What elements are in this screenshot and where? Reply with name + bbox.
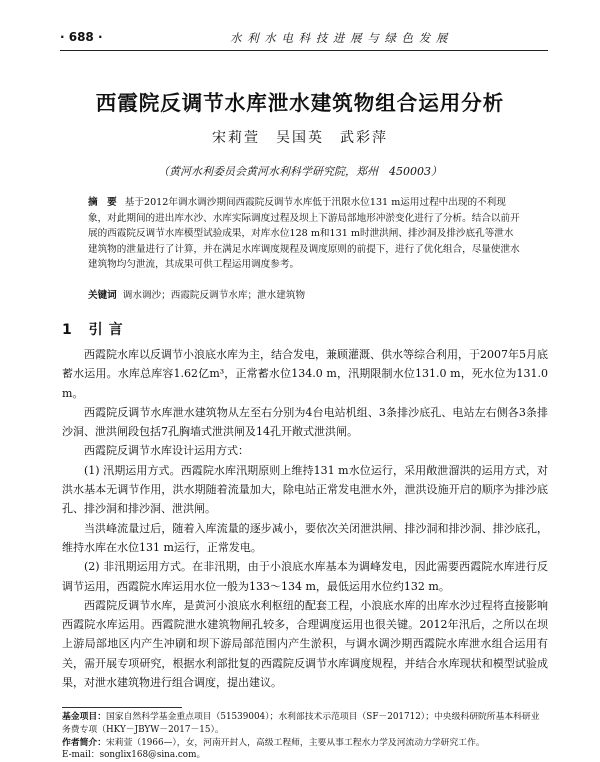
keywords-label: 关键词: [88, 290, 117, 301]
section-heading: [62, 319, 129, 339]
running-header: [60, 30, 548, 48]
abstract-label: 摘 要: [88, 197, 117, 208]
author-note: [62, 737, 548, 750]
paragraph: (2) 非汛期运用方式。在非汛期，由于小浪底水库基本为调峰发电，因此需要西霞院水库进行反调节运用，西霞院水库运用水位一般为133～134 m，最低运用水位约132 m。: [62, 560, 548, 593]
paragraph: (1) 汛期运用方式。西霞院水库汛期原则上维持131 m水位运行，采用敞泄溜洪的运用方式，对洪水基本无调节作用，洪水期随着流量加大，除电站正常发电泄水外，泄洪设施开启的顺序为排沙底孔、排沙洞和排沙洞、泄洪闸。: [62, 463, 548, 516]
section-number: 1: [62, 322, 78, 338]
body-text: [62, 345, 548, 692]
paragraph: 西霞院反调节水库设计运用方式：: [84, 444, 249, 458]
paper-affiliation: （黄河水利委员会黄河水利科学研究院，郑州 450003）: [158, 165, 442, 178]
footnotes: [62, 711, 548, 762]
abstract: [88, 195, 520, 273]
paragraph: 西霞院反调节水库泄水建筑物从左至右分别为4台电站机组、3条排沙底孔、电站左右侧各3条排沙洞、泄洪闸段包括7孔胸墙式泄洪闸及14孔开敞式泄洪闸。: [62, 405, 548, 439]
paper-authors: 宋莉萱 吴国英 武彩萍: [212, 130, 388, 146]
header-rule: [60, 50, 548, 51]
section-title: 引言: [88, 322, 129, 338]
footnote-rule: [62, 707, 182, 708]
abstract-text: 基于2012年调水调沙期间西霞院反调节水库低于汛限水位131 m运用过程中出现的不利现象，对此期间的进出库水沙、水库实际调度过程及坝上下游局部地形冲淤变化进行了分析。结合以前开展的西霞院反调节水库模型试验成果，对库水位128 m和131 m时泄洪闸、排沙洞及排沙底孔等泄水建筑物的泄量进行了计算，并在满足水库调度规程及调度原则的前提下，进行了优化组合，尽量使泄水建筑物均匀泄流，其成果可供工程运用调度参考。: [88, 197, 520, 271]
paragraph: 西霞院反调节水库，是黄河小浪底水利枢纽的配套工程，小浪底水库的出库水沙过程将直接影响西霞院水库运用。西霞院泄水建筑物闸孔较多，合理调度运用也很关键。2012年汛后，之所以在坝上游局部地区内产生冲刷和坝下游局部范围内产生淤积，与调水调沙期西霞院水库泄水组合运用有关，需开展专项研究，根据水利部批复的西霞院反调节水库调度规程，并结合水库现状和模型试验成果，对泄水建筑物进行组合调度，提出建议。: [62, 598, 548, 690]
page-number: · 688 ·: [60, 30, 103, 44]
fund-text: 国家自然科学基金重点项目（51539004）；水利部技术示范项目（SF－201712）；中央级科研院所基本科研业务费专项（HKY－JBYW－2017－15）。: [62, 712, 540, 735]
fund-label: 基金项目：: [62, 712, 106, 722]
fund-note: [62, 711, 548, 737]
paragraph: 西霞院水库以反调节小浪底水库为主，结合发电，兼顾灌溉、供水等综合利用，于2007年5月底蓄水运用。水库总库容1.62亿m³，正常蓄水位134.0 m，汛期限制水位131.0 m，死水位为131.0 m。: [62, 348, 548, 400]
keywords-text: 调水调沙；西霞院反调节水库；泄水建筑物: [122, 290, 306, 301]
paper-title: 西霞院反调节水库泄水建筑物组合运用分析: [95, 91, 505, 115]
author-label: 作者简介：: [62, 737, 106, 748]
author-text: 宋莉萱（1966—），女，河南开封人，高级工程师，主要从事工程水力学及河流动力学研究工作。: [106, 737, 485, 748]
keywords: [88, 287, 520, 301]
email-note: E-mail：songlix168@sina.com。: [62, 750, 206, 761]
journal-title: 水 利 水 电 科 技 进 展 与 绿 色 发 展: [230, 31, 449, 45]
paragraph: 当洪峰流量过后，随着入库流量的逐步减小，要依次关闭泄洪闸、排沙洞和排沙洞、排沙底孔，维持水库在水位131 m运行，正常发电。: [62, 521, 548, 554]
